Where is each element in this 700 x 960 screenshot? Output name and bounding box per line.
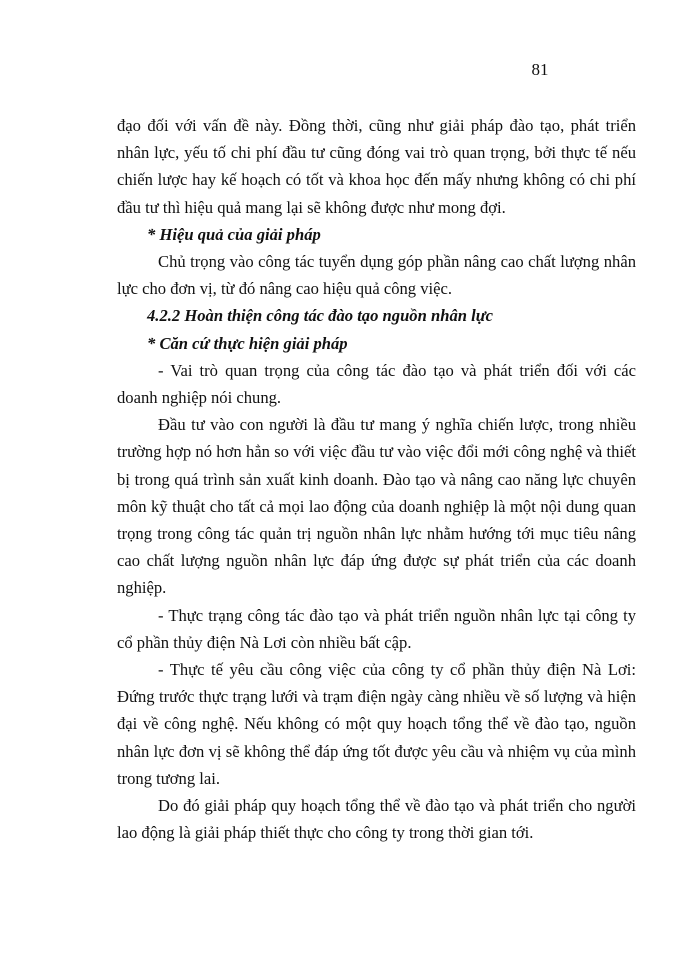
- section-heading-4-2-2: 4.2.2 Hoàn thiện công tác đào tạo nguồn nhân lực: [147, 306, 494, 326]
- paragraph-conclusion: Do đó giải pháp quy hoạch tổng thể về đào tạo và phát triển cho người lao động là giải pháp thiết thực cho công ty trong thời gian tới.: [117, 796, 636, 843]
- paragraph-investment-in-people: Đầu tư vào con người là đầu tư mang ý nghĩa chiến lược, trong nhiều trường hợp nó hơn hẳn so với việc đầu tư vào việc đổi mới công nghệ và thiết bị trong quá trình sản xuất kinh doanh. Đào tạo và nâng cao năng lực chuyên môn kỹ thuật cho tất cả mọi lao động của doanh nghiệp là một nội dung quan trọng trong công tác quản trị nguồn nhân lực nhằm hướng tới mục tiêu nâng cao chất lượng nguồn nhân lực đáp ứng được sự phát triển của các doanh nghiệp.: [117, 415, 636, 598]
- paragraph-job-requirements: - Thực tế yêu cầu công việc của công ty cổ phần thủy điện Nà Lơi: Đứng trước thực trạng lưới và trạm điện ngày càng nhiều về số lượng và hiện đại về công nghệ. Nếu không có một quy hoạch tổng thể về đào tạo, nguồn nhân lực đơn vị sẽ không thể đáp ứng tốt được yêu cầu và nhiệm vụ của mình trong tương lai.: [117, 660, 636, 788]
- paragraph-intro-continuation: đạo đối với vấn đề này. Đồng thời, cũng như giải pháp đào tạo, phát triển nhân lực, yếu tố chi phí đầu tư cũng đóng vai trò quan trọng, bởi thực tế nếu chiến lược hay kế hoạch có tốt và khoa học đến mấy nhưng không có chi phí đầu tư thì hiệu quả mang lại sẽ không được như mong đợi.: [117, 116, 636, 217]
- document-body: [117, 112, 636, 846]
- heading-solution-basis: * Căn cứ thực hiện giải pháp: [147, 333, 348, 353]
- heading-solution-effectiveness: * Hiệu quả của giải pháp: [147, 224, 321, 244]
- paragraph-role-of-training: - Vai trò quan trọng của công tác đào tạo và phát triển đối với các doanh nghiệp nói chung.: [117, 360, 636, 408]
- paragraph-current-state: - Thực trạng công tác đào tạo và phát triển nguồn nhân lực tại công ty cổ phần thủy điện Nà Lơi còn nhiều bất cập.: [117, 605, 636, 652]
- paragraph-effectiveness: Chủ trọng vào công tác tuyển dụng góp phần nâng cao chất lượng nhân lực cho đơn vị, từ đó nâng cao hiệu quả công việc.: [117, 252, 636, 299]
- page-number: 81: [531, 60, 549, 79]
